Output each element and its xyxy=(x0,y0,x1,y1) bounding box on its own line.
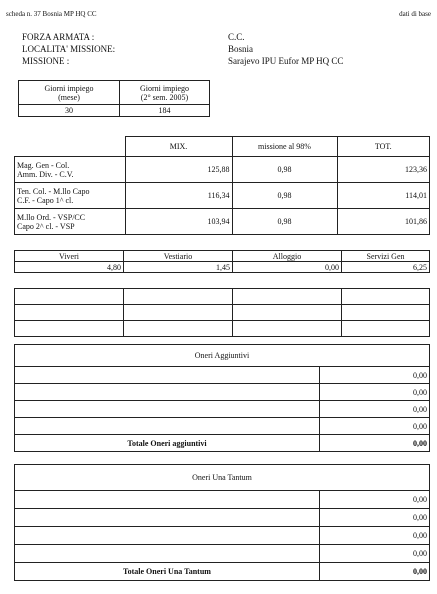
cost-header-viveri: Viveri xyxy=(15,251,124,262)
table-row xyxy=(15,491,430,509)
forza-label: FORZA ARMATA : xyxy=(22,32,95,42)
table-row xyxy=(15,401,430,418)
giorni-table xyxy=(18,80,210,117)
table-row xyxy=(15,183,430,209)
cost-value-viveri: 4,80 xyxy=(15,262,124,273)
oneri-value: 0,00 xyxy=(320,418,430,435)
dati-di-base-label: dati di base xyxy=(399,10,431,18)
oneri-aggiuntivi-total-label: Totale Oneri aggiuntivi xyxy=(15,435,320,452)
empty-cell xyxy=(233,305,342,321)
localita-value: Bosnia xyxy=(228,44,254,54)
oneri-label-cell xyxy=(15,384,320,401)
empty-cell xyxy=(233,289,342,305)
tantum-label-cell xyxy=(15,509,320,527)
missione-label: MISSIONE : xyxy=(22,56,70,66)
giorni-sem-h2b: (2° sem. 2005) xyxy=(140,92,189,102)
empty-cell xyxy=(15,289,124,305)
cost-header-vestiario: Vestiario xyxy=(124,251,233,262)
table-row xyxy=(15,545,430,563)
table-row xyxy=(15,509,430,527)
localita-label: LOCALITA' MISSIONE: xyxy=(22,44,116,54)
empty-cell xyxy=(124,321,233,337)
cost-header-alloggio: Alloggio xyxy=(233,251,342,262)
empty-cell xyxy=(342,289,430,305)
giorni-mese-h1: Giorni impiego xyxy=(44,83,94,93)
forza-value: C.C. xyxy=(228,32,245,42)
rate-label-line2: Capo 2^ cl. - VSP xyxy=(17,221,75,231)
rates-corner xyxy=(15,137,126,157)
rate-label xyxy=(15,157,126,183)
rates-header-pct: missione al 98% xyxy=(232,137,337,157)
empty-cell xyxy=(124,289,233,305)
cost-header-servizi: Servizi Gen xyxy=(342,251,430,262)
oneri-aggiuntivi-total: 0,00 xyxy=(320,435,430,452)
rate-tot: 123,36 xyxy=(337,157,430,183)
empty-cell xyxy=(342,305,430,321)
rate-label xyxy=(15,209,126,235)
tantum-value: 0,00 xyxy=(320,491,430,509)
rate-tot: 101,86 xyxy=(337,209,430,235)
table-row xyxy=(15,384,430,401)
tantum-label-cell xyxy=(15,545,320,563)
rate-label xyxy=(15,183,126,209)
giorni-mese-value: 30 xyxy=(19,105,120,117)
rate-label-line1: M.llo Ord. - VSP/CC xyxy=(17,212,86,222)
rate-tot: 114,01 xyxy=(337,183,430,209)
rates-table xyxy=(14,136,430,235)
rate-pct: 0,98 xyxy=(232,157,337,183)
rate-mix: 103,94 xyxy=(125,209,232,235)
rate-pct: 0,98 xyxy=(232,209,337,235)
cost-value-alloggio: 0,00 xyxy=(233,262,342,273)
oneri-label-cell xyxy=(15,418,320,435)
rate-label-line1: Ten. Col. - M.llo Capo xyxy=(17,186,90,196)
cost-value-vestiario: 1,45 xyxy=(124,262,233,273)
giorni-mese-header xyxy=(19,81,120,105)
rate-mix: 125,88 xyxy=(125,157,232,183)
table-row xyxy=(15,527,430,545)
giorni-sem-header xyxy=(120,81,210,105)
giorni-mese-h1b: (mese) xyxy=(58,92,80,102)
table-row xyxy=(15,418,430,435)
tantum-label-cell xyxy=(15,491,320,509)
giorni-sem-value: 184 xyxy=(120,105,210,117)
costs-table xyxy=(14,250,430,273)
oneri-aggiuntivi-table xyxy=(14,344,430,452)
oneri-label-cell xyxy=(15,367,320,384)
table-row xyxy=(15,367,430,384)
empty-grid xyxy=(14,288,430,337)
oneri-value: 0,00 xyxy=(320,384,430,401)
tantum-value: 0,00 xyxy=(320,527,430,545)
rate-label-line2: Amm. Div. - C.V. xyxy=(17,169,74,179)
empty-cell xyxy=(342,321,430,337)
rates-header-mix: MIX. xyxy=(125,137,232,157)
giorni-sem-h2: Giorni impiego xyxy=(139,83,190,93)
missione-value: Sarajevo IPU Eufor MP HQ CC xyxy=(228,56,344,66)
scheda-header: scheda n. 37 Bosnia MP HQ CC xyxy=(6,10,97,18)
oneri-tantum-total-label: Totale Oneri Una Tantum xyxy=(15,563,320,581)
oneri-aggiuntivi-title: Oneri Aggiuntivi xyxy=(15,345,430,367)
rate-mix: 116,34 xyxy=(125,183,232,209)
tantum-value: 0,00 xyxy=(320,509,430,527)
rate-pct: 0,98 xyxy=(232,183,337,209)
rate-label-line2: C.F. - Capo 1^ cl. xyxy=(17,195,74,205)
empty-cell xyxy=(15,305,124,321)
table-row xyxy=(15,157,430,183)
rate-label-line1: Mag. Gen - Col. xyxy=(17,160,70,170)
tantum-value: 0,00 xyxy=(320,545,430,563)
oneri-label-cell xyxy=(15,401,320,418)
table-row xyxy=(15,209,430,235)
empty-cell xyxy=(15,321,124,337)
oneri-tantum-table xyxy=(14,464,430,581)
empty-cell xyxy=(124,305,233,321)
oneri-tantum-total: 0,00 xyxy=(320,563,430,581)
oneri-value: 0,00 xyxy=(320,401,430,418)
oneri-value: 0,00 xyxy=(320,367,430,384)
tantum-label-cell xyxy=(15,527,320,545)
rates-header-tot: TOT. xyxy=(337,137,430,157)
cost-value-servizi: 6,25 xyxy=(342,262,430,273)
oneri-tantum-title: Oneri Una Tantum xyxy=(15,465,430,491)
empty-cell xyxy=(233,321,342,337)
